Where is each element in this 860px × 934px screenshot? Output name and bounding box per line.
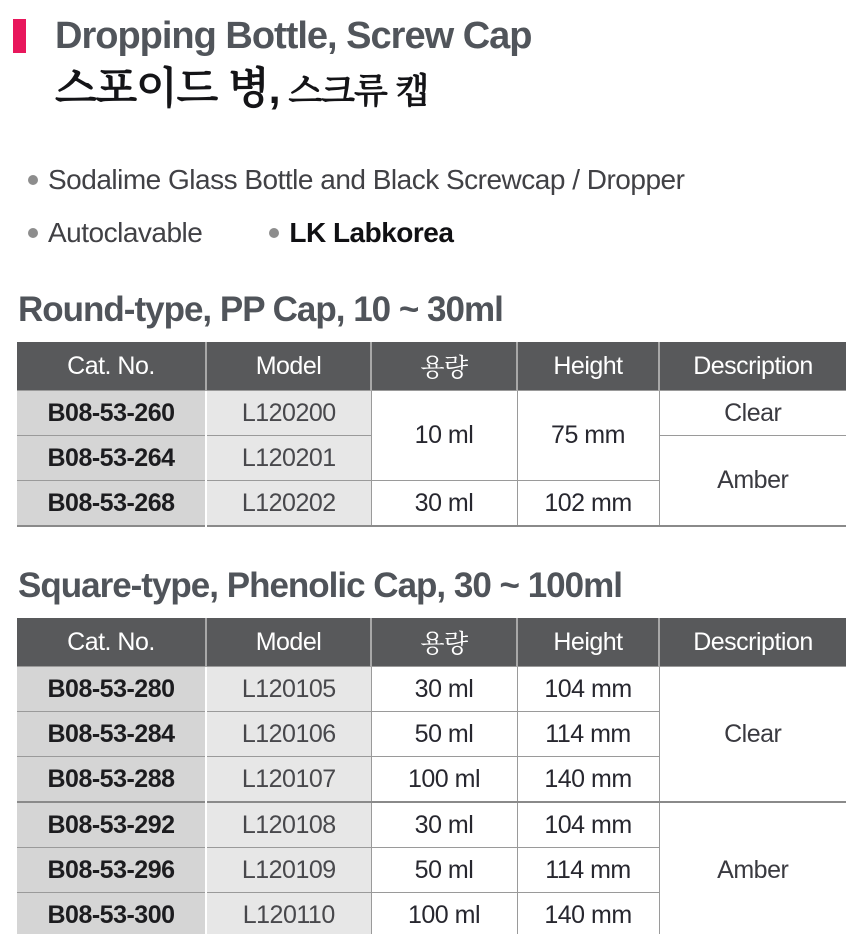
bullet-icon	[28, 175, 38, 185]
table-cell: B08-53-296	[17, 848, 206, 893]
table-cell: 30 ml	[371, 802, 517, 848]
table-row	[17, 391, 846, 436]
table-cell: L120110	[206, 893, 371, 934]
table-cell: 100 ml	[371, 757, 517, 803]
table-cell: L120108	[206, 802, 371, 848]
table-cell: 104 mm	[517, 667, 659, 712]
section-title: Round-type, PP Cap, 10 ~ 30ml	[18, 290, 503, 329]
table-cell: 104 mm	[517, 802, 659, 848]
table-cell: Amber	[659, 436, 846, 527]
table-cell: 30 ml	[371, 481, 517, 527]
table-cell: L120200	[206, 391, 371, 436]
column-header: Description	[659, 342, 846, 391]
table-cell: 75 mm	[517, 391, 659, 481]
table-cell: 10 ml	[371, 391, 517, 481]
table-cell: 50 ml	[371, 712, 517, 757]
table-cell: 140 mm	[517, 757, 659, 803]
table-cell: B08-53-260	[17, 391, 206, 436]
column-header: Height	[517, 618, 659, 667]
column-header: Model	[206, 618, 371, 667]
table-row	[17, 667, 846, 712]
table-head	[17, 618, 846, 667]
brand-label: LK Labkorea	[289, 217, 454, 248]
title-block	[17, 16, 845, 56]
table-cell: L120202	[206, 481, 371, 527]
page-title-korean	[55, 64, 845, 124]
table-cell: B08-53-300	[17, 893, 206, 934]
table-cell: B08-53-288	[17, 757, 206, 803]
section-round-type	[17, 290, 845, 527]
page-title-english: Dropping Bottle, Screw Cap	[55, 15, 532, 57]
table-cell: Clear	[659, 667, 846, 803]
table-cell: L120107	[206, 757, 371, 803]
table-cell: 140 mm	[517, 893, 659, 934]
square-type-table	[17, 618, 846, 934]
feature-label: Autoclavable	[48, 217, 203, 248]
table-cell: L120105	[206, 667, 371, 712]
feature-item-brand	[269, 215, 453, 251]
feature-list	[28, 162, 845, 251]
table-cell: B08-53-264	[17, 436, 206, 481]
column-header: Description	[659, 618, 846, 667]
table-cell: 100 ml	[371, 893, 517, 934]
feature-label: Sodalime Glass Bottle and Black Screwcap / Dropper	[48, 164, 685, 195]
table-cell: B08-53-284	[17, 712, 206, 757]
table-cell: Amber	[659, 802, 846, 934]
table-cell: 30 ml	[371, 667, 517, 712]
table-cell: 114 mm	[517, 848, 659, 893]
column-header: Cat. No.	[17, 618, 206, 667]
round-type-table	[17, 342, 846, 527]
section-title: Square-type, Phenolic Cap, 30 ~ 100ml	[18, 566, 622, 605]
feature-line	[28, 162, 845, 198]
header-row	[17, 342, 846, 391]
table-cell: B08-53-268	[17, 481, 206, 527]
header-row	[17, 618, 846, 667]
feature-item	[28, 215, 202, 251]
bullet-icon	[28, 228, 38, 238]
table-cell: 102 mm	[517, 481, 659, 527]
table-cell: 114 mm	[517, 712, 659, 757]
feature-item	[28, 162, 684, 198]
table-cell: B08-53-280	[17, 667, 206, 712]
table-cell: L120106	[206, 712, 371, 757]
table-cell: Clear	[659, 391, 846, 436]
page-title-korean-main: 스포이드 병,	[55, 65, 280, 113]
table-cell: 50 ml	[371, 848, 517, 893]
table-cell: L120109	[206, 848, 371, 893]
table-head	[17, 342, 846, 391]
table-body	[17, 391, 846, 527]
section-square-type	[17, 566, 845, 934]
column-header: Cat. No.	[17, 342, 206, 391]
accent-bar	[13, 19, 26, 53]
bullet-icon	[269, 228, 279, 238]
column-header: Model	[206, 342, 371, 391]
page-title-korean-sub: 스크류 캡	[279, 72, 429, 111]
column-header: 용량	[371, 618, 517, 667]
table-cell: B08-53-292	[17, 802, 206, 848]
table-cell: L120201	[206, 436, 371, 481]
column-header: 용량	[371, 342, 517, 391]
feature-line	[28, 215, 845, 251]
column-header: Height	[517, 342, 659, 391]
table-body	[17, 667, 846, 934]
table-row	[17, 802, 846, 848]
